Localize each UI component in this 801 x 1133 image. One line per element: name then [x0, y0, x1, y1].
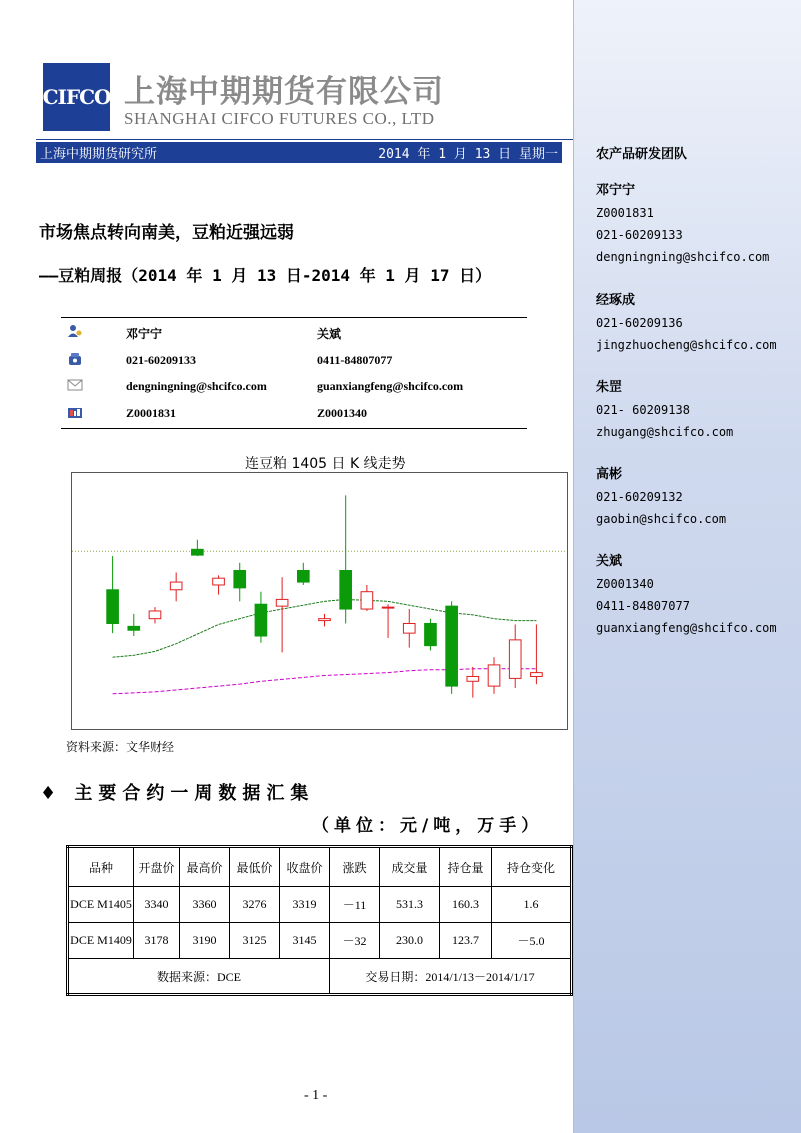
contact-line: 021- 60209138	[596, 403, 690, 417]
kline-chart	[71, 472, 568, 730]
candle-body	[488, 665, 500, 686]
table-header-cell: 品种	[68, 847, 134, 887]
contact-line: Z0001340	[596, 577, 654, 591]
contact-email[interactable]: gaobin@shcifco.com	[596, 512, 727, 526]
envelope-icon	[67, 378, 83, 392]
table-cell: －5.0	[492, 923, 572, 959]
author-row	[61, 376, 527, 400]
candle-body	[382, 607, 394, 608]
table-footer-dates: 交易日期：2014/1/13－2014/1/17	[330, 959, 572, 995]
report-date: 2014 年 1 月 13 日 星期一	[378, 147, 558, 162]
candle-body	[276, 599, 288, 606]
chart-source: 资料来源：文华财经	[66, 740, 175, 754]
contact-email[interactable]: guanxiangfeng@shcifco.com	[596, 621, 777, 635]
table-cell: 3125	[230, 923, 280, 959]
contact-line: 021-60209133	[596, 228, 683, 242]
table-cell: 3360	[180, 887, 230, 923]
sidebar-contact	[596, 290, 777, 356]
contact-name: 邓宁宁	[596, 183, 636, 198]
candle-body	[255, 604, 267, 636]
table-cell: DCE M1409	[68, 923, 134, 959]
candle-body	[213, 578, 225, 585]
company-name-en: SHANGHAI CIFCO FUTURES CO., LTD	[124, 109, 435, 128]
id-card-icon	[67, 405, 83, 419]
table-cell: 1.6	[492, 887, 572, 923]
header-bar	[36, 142, 562, 163]
table-header-cell: 开盘价	[134, 847, 180, 887]
sidebar-contact	[596, 464, 726, 530]
contact-email[interactable]: zhugang@shcifco.com	[596, 425, 734, 439]
contact-email[interactable]: jingzhuocheng@shcifco.com	[596, 338, 777, 352]
table-header-row	[68, 847, 572, 887]
candle-body	[361, 592, 373, 609]
contact-name: 朱罡	[596, 380, 623, 395]
candle-body	[425, 623, 437, 645]
table-cell: 160.3	[440, 887, 492, 923]
table-cell: 3319	[280, 887, 330, 923]
contact-email[interactable]: dengningning@shcifco.com	[596, 250, 770, 264]
person-icon	[67, 324, 83, 338]
candle-body	[531, 673, 543, 677]
contact-line: Z0001831	[596, 206, 654, 220]
report-subtitle: ——豆粕周报（2014 年 1 月 13 日-2014 年 1 月 17 日）	[39, 266, 492, 285]
sidebar-contact	[596, 377, 733, 443]
table-row	[68, 923, 572, 959]
sidebar-contact	[596, 180, 769, 268]
table-footer-source: 数据来源：DCE	[68, 959, 330, 995]
section-title: ♦ 主要合约一周数据汇集	[40, 783, 315, 804]
ma-short-line	[113, 599, 537, 657]
contact-name: 关斌	[596, 554, 623, 569]
author-name: 关斌	[317, 327, 342, 341]
contract-data-table	[66, 845, 573, 996]
candle-body	[128, 626, 140, 630]
contact-name: 经琢成	[596, 293, 636, 308]
table-cell: 531.3	[380, 887, 440, 923]
table-cell: －11	[330, 887, 380, 923]
table-cell: 3276	[230, 887, 280, 923]
author-phone: 021-60209133	[126, 353, 196, 367]
author-id: Z0001340	[317, 406, 368, 420]
table-cell: －32	[330, 923, 380, 959]
kline-svg	[72, 473, 567, 729]
candle-body	[467, 676, 479, 681]
page-number: - 1 -	[304, 1088, 328, 1103]
contact-name: 高彬	[596, 467, 623, 482]
table-header-cell: 持仓量	[440, 847, 492, 887]
table-cell: 3340	[134, 887, 180, 923]
table-header-cell: 最高价	[180, 847, 230, 887]
candle-body	[446, 606, 458, 686]
sidebar-team-title: 农产品研发团队	[596, 147, 688, 162]
table-cell: 123.7	[440, 923, 492, 959]
author-phone: 0411-84807077	[317, 353, 393, 367]
table-header-cell: 涨跌	[330, 847, 380, 887]
candle-body	[192, 549, 204, 555]
table-footer-row	[68, 959, 572, 995]
author-row	[61, 403, 527, 427]
table-cell: DCE M1405	[68, 887, 134, 923]
candle-body	[319, 619, 331, 621]
table-header-cell: 持仓变化	[492, 847, 572, 887]
institute-name: 上海中期期货研究所	[40, 147, 158, 162]
candle-body	[149, 611, 161, 619]
table-cell: 3145	[280, 923, 330, 959]
sidebar-contact	[596, 551, 777, 639]
unit-note: （单位：元/吨，万手）	[312, 816, 544, 836]
contact-line: 021-60209132	[596, 490, 683, 504]
company-logo: CIFCO	[43, 63, 110, 131]
table-cell: 3178	[134, 923, 180, 959]
report-title: 市场焦点转向南美，豆粕近强远弱	[39, 223, 294, 243]
table-row	[68, 887, 572, 923]
table-cell: 3190	[180, 923, 230, 959]
candle-body	[170, 582, 182, 590]
contact-sidebar	[573, 0, 801, 1133]
candle-body	[234, 571, 246, 588]
candle-body	[340, 571, 352, 610]
table-cell: 230.0	[380, 923, 440, 959]
author-id: Z0001831	[126, 406, 177, 420]
candle-body	[297, 571, 309, 583]
contact-line: 0411-84807077	[596, 599, 690, 613]
chart-title: 连豆粕 1405 日 K 线走势	[245, 456, 406, 472]
table-header-cell: 最低价	[230, 847, 280, 887]
author-row	[61, 350, 527, 374]
table-header-cell: 成交量	[380, 847, 440, 887]
author-email[interactable]: dengningning@shcifco.com	[126, 379, 267, 393]
authors-table	[61, 317, 527, 429]
candle-body	[403, 623, 415, 633]
author-row	[61, 322, 527, 346]
contact-line: 021-60209136	[596, 316, 683, 330]
table-header-cell: 收盘价	[280, 847, 330, 887]
candle-body	[509, 640, 521, 679]
phone-icon	[67, 352, 83, 366]
header-rule	[36, 139, 573, 140]
author-email[interactable]: guanxiangfeng@shcifco.com	[317, 379, 464, 393]
candle-body	[107, 590, 119, 624]
company-name-cn: 上海中期期货有限公司	[124, 74, 444, 110]
author-name: 邓宁宁	[126, 327, 163, 341]
